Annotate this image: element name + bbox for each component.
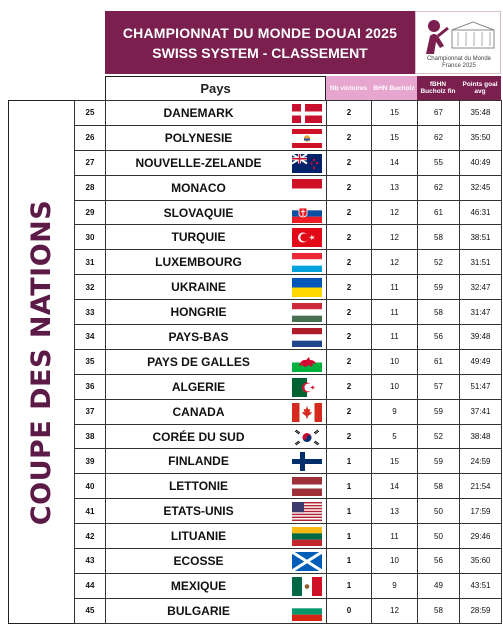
rank-cell: 31 xyxy=(75,250,106,275)
ranking-subtitle: SWISS SYSTEM - CLASSEMENT xyxy=(152,44,368,61)
rank-cell: 38 xyxy=(75,424,106,449)
rank-cell: 45 xyxy=(75,598,106,623)
slovakia-flag-icon xyxy=(292,204,322,223)
victories-cell: 2 xyxy=(327,101,372,126)
rank-cell: 26 xyxy=(75,125,106,150)
country-name: TURQUIE xyxy=(171,230,226,245)
country-cell xyxy=(106,449,327,474)
victories-cell: 1 xyxy=(327,524,372,549)
victories-cell: 2 xyxy=(327,374,372,399)
country-cell xyxy=(106,300,327,325)
rank-cell: 28 xyxy=(75,175,106,200)
victories-column-header: Nb victoires xyxy=(326,76,371,100)
buchholz-cell: 12 xyxy=(372,200,418,225)
rank-cell: 27 xyxy=(75,150,106,175)
country-name: LUXEMBOURG xyxy=(155,255,242,270)
goal-average-cell: 32:47 xyxy=(460,275,502,300)
country-cell xyxy=(106,549,327,574)
goal-average-cell: 37:41 xyxy=(460,399,502,424)
goal-average-cell: 51:47 xyxy=(460,374,502,399)
buchholz-cell: 11 xyxy=(372,325,418,350)
fine-buchholz-cell: 59 xyxy=(418,275,460,300)
logo-caption: Championnat du Monde France 2025 xyxy=(426,56,492,69)
victories-cell: 2 xyxy=(327,300,372,325)
table-row xyxy=(75,524,502,549)
goal-average-cell: 35:50 xyxy=(460,125,502,150)
pays-column-header: Pays xyxy=(105,76,326,100)
fine-buchholz-cell: 59 xyxy=(418,449,460,474)
fine-buchholz-cell: 59 xyxy=(418,399,460,424)
table-row xyxy=(75,449,502,474)
goal-average-cell: 40:49 xyxy=(460,150,502,175)
buchholz-cell: 15 xyxy=(372,101,418,126)
country-name: DANEMARK xyxy=(163,105,234,120)
victories-cell: 2 xyxy=(327,424,372,449)
fine-buchholz-cell: 62 xyxy=(418,125,460,150)
country-name: PAYS DE GALLES xyxy=(147,354,250,369)
rank-cell: 34 xyxy=(75,325,106,350)
goal-average-cell: 38:51 xyxy=(460,225,502,250)
country-name: CORÉE DU SUD xyxy=(152,429,245,444)
fine-buchholz-cell: 67 xyxy=(418,101,460,126)
table-row xyxy=(75,325,502,350)
rank-cell: 33 xyxy=(75,300,106,325)
denmark-flag-icon xyxy=(292,104,322,123)
usa-flag-icon xyxy=(292,502,322,521)
country-name: BULGARIE xyxy=(167,603,230,618)
country-cell xyxy=(106,474,327,499)
country-cell xyxy=(106,325,327,350)
buchholz-cell: 14 xyxy=(372,474,418,499)
title-banner xyxy=(105,11,415,74)
goal-average-cell: 39:48 xyxy=(460,325,502,350)
goal-average-column-header: Points goal avg xyxy=(459,76,501,100)
table-row xyxy=(75,125,502,150)
new-zealand-flag-icon xyxy=(292,154,322,173)
fine-buchholz-cell: 58 xyxy=(418,598,460,623)
fine-buchholz-cell: 57 xyxy=(418,374,460,399)
country-name: CANADA xyxy=(172,404,225,419)
country-cell xyxy=(106,200,327,225)
country-cell xyxy=(106,175,327,200)
country-name: ALGERIE xyxy=(171,379,226,394)
buchholz-cell: 12 xyxy=(372,250,418,275)
luxembourg-flag-icon xyxy=(292,253,322,272)
buchholz-cell: 11 xyxy=(372,524,418,549)
fine-buchholz-cell: 56 xyxy=(418,325,460,350)
logo-icon xyxy=(420,16,498,56)
buchholz-cell: 11 xyxy=(372,300,418,325)
buchholz-cell: 9 xyxy=(372,573,418,598)
buchholz-cell: 9 xyxy=(372,399,418,424)
victories-cell: 2 xyxy=(327,150,372,175)
victories-cell: 2 xyxy=(327,275,372,300)
victories-cell: 1 xyxy=(327,549,372,574)
goal-average-cell: 21:54 xyxy=(460,474,502,499)
fine-buchholz-cell: 49 xyxy=(418,573,460,598)
victories-cell: 2 xyxy=(327,325,372,350)
rank-cell: 32 xyxy=(75,275,106,300)
country-cell xyxy=(106,125,327,150)
country-cell xyxy=(106,573,327,598)
rank-cell: 43 xyxy=(75,549,106,574)
country-name: UKRAINE xyxy=(171,280,226,295)
goal-average-cell: 43:51 xyxy=(460,573,502,598)
canada-flag-icon xyxy=(292,403,322,422)
rank-cell: 35 xyxy=(75,349,106,374)
goal-average-cell: 32:45 xyxy=(460,175,502,200)
country-name: POLYNESIE xyxy=(164,130,233,145)
country-cell xyxy=(106,225,327,250)
rank-cell: 40 xyxy=(75,474,106,499)
bulgaria-flag-icon xyxy=(292,602,322,621)
country-cell xyxy=(106,250,327,275)
hungary-flag-icon xyxy=(292,303,322,322)
fine-buchholz-cell: 52 xyxy=(418,424,460,449)
ukraine-flag-icon xyxy=(292,278,322,297)
table-row xyxy=(75,424,502,449)
algeria-flag-icon xyxy=(292,378,322,397)
fine-buchholz-cell: 58 xyxy=(418,300,460,325)
scotland-flag-icon xyxy=(292,552,322,571)
side-panel xyxy=(8,100,74,624)
turkey-flag-icon xyxy=(292,228,322,247)
country-cell xyxy=(106,150,327,175)
table-row xyxy=(75,150,502,175)
table-row xyxy=(75,300,502,325)
victories-cell: 1 xyxy=(327,573,372,598)
lithuania-flag-icon xyxy=(292,527,322,546)
rank-cell: 29 xyxy=(75,200,106,225)
table-row xyxy=(75,499,502,524)
table-row xyxy=(75,101,502,126)
country-cell xyxy=(106,101,327,126)
rank-cell: 30 xyxy=(75,225,106,250)
table-row xyxy=(75,349,502,374)
country-name: MEXIQUE xyxy=(170,578,227,593)
victories-cell: 2 xyxy=(327,175,372,200)
championship-title: CHAMPIONNAT DU MONDE DOUAI 2025 xyxy=(122,24,398,41)
rank-cell: 25 xyxy=(75,101,106,126)
country-name: HONGRIE xyxy=(170,305,227,320)
buchholz-cell: 15 xyxy=(372,449,418,474)
south-korea-flag-icon xyxy=(292,428,322,447)
finland-flag-icon xyxy=(292,452,322,471)
fine-buchholz-cell: 62 xyxy=(418,175,460,200)
table-row xyxy=(75,399,502,424)
country-name: SLOVAQUIE xyxy=(163,205,234,220)
buchholz-column-header: BHN Bucholz xyxy=(371,76,417,100)
table-row xyxy=(75,549,502,574)
latvia-flag-icon xyxy=(292,477,322,496)
goal-average-cell: 35:48 xyxy=(460,101,502,126)
country-cell xyxy=(106,399,327,424)
goal-average-cell: 17:59 xyxy=(460,499,502,524)
goal-average-cell: 28:59 xyxy=(460,598,502,623)
table-row xyxy=(75,175,502,200)
country-name: FINLANDE xyxy=(168,454,229,469)
buchholz-cell: 5 xyxy=(372,424,418,449)
buchholz-cell: 13 xyxy=(372,499,418,524)
rank-cell: 39 xyxy=(75,449,106,474)
table-row xyxy=(75,250,502,275)
rank-cell: 36 xyxy=(75,374,106,399)
country-cell xyxy=(106,524,327,549)
country-cell xyxy=(106,349,327,374)
victories-cell: 0 xyxy=(327,598,372,623)
country-name: MONACO xyxy=(171,180,226,195)
buchholz-cell: 13 xyxy=(372,175,418,200)
coupe-des-nations-label: COUPE DES NATIONS xyxy=(26,199,58,525)
goal-average-cell: 24:59 xyxy=(460,449,502,474)
polynesia-flag-icon xyxy=(292,129,322,148)
goal-average-cell: 38:48 xyxy=(460,424,502,449)
goal-average-cell: 31:47 xyxy=(460,300,502,325)
country-name: LETTONIE xyxy=(168,479,229,494)
buchholz-cell: 12 xyxy=(372,598,418,623)
buchholz-cell: 12 xyxy=(372,225,418,250)
country-cell xyxy=(106,275,327,300)
buchholz-cell: 11 xyxy=(372,275,418,300)
victories-cell: 2 xyxy=(327,225,372,250)
table-row xyxy=(75,598,502,623)
goal-average-cell: 49:49 xyxy=(460,349,502,374)
victories-cell: 1 xyxy=(327,449,372,474)
championship-logo xyxy=(415,11,501,74)
rank-cell: 37 xyxy=(75,399,106,424)
fine-buchholz-cell: 50 xyxy=(418,499,460,524)
fine-buchholz-cell: 58 xyxy=(418,225,460,250)
goal-average-cell: 29:46 xyxy=(460,524,502,549)
fine-buchholz-cell: 55 xyxy=(418,150,460,175)
buchholz-cell: 14 xyxy=(372,150,418,175)
table-row xyxy=(75,275,502,300)
victories-cell: 2 xyxy=(327,399,372,424)
fine-buchholz-cell: 50 xyxy=(418,524,460,549)
victories-cell: 1 xyxy=(327,499,372,524)
monaco-flag-icon xyxy=(292,179,322,198)
fine-buchholz-cell: 52 xyxy=(418,250,460,275)
buchholz-cell: 10 xyxy=(372,349,418,374)
country-name: LITUANIE xyxy=(170,529,227,544)
victories-cell: 2 xyxy=(327,125,372,150)
fine-buchholz-cell: 56 xyxy=(418,549,460,574)
buchholz-cell: 15 xyxy=(372,125,418,150)
table-row xyxy=(75,474,502,499)
buchholz-cell: 10 xyxy=(372,549,418,574)
table-row xyxy=(75,573,502,598)
fine-buchholz-column-header: fBHN Bucholz fin xyxy=(417,76,459,100)
country-cell xyxy=(106,374,327,399)
buchholz-cell: 10 xyxy=(372,374,418,399)
country-name: PAYS-BAS xyxy=(168,329,229,344)
country-name: ECOSSE xyxy=(173,553,224,568)
table-row xyxy=(75,374,502,399)
victories-cell: 1 xyxy=(327,474,372,499)
country-name: NOUVELLE-ZELANDE xyxy=(135,155,262,170)
ranking-table xyxy=(74,100,502,624)
victories-cell: 2 xyxy=(327,200,372,225)
mexico-flag-icon xyxy=(292,577,322,596)
goal-average-cell: 35:60 xyxy=(460,549,502,574)
fine-buchholz-cell: 61 xyxy=(418,349,460,374)
country-cell xyxy=(106,424,327,449)
wales-flag-icon xyxy=(292,353,322,372)
victories-cell: 2 xyxy=(327,349,372,374)
country-cell xyxy=(106,598,327,623)
table-row xyxy=(75,225,502,250)
country-cell xyxy=(106,499,327,524)
table-row xyxy=(75,200,502,225)
goal-average-cell: 46:31 xyxy=(460,200,502,225)
victories-cell: 2 xyxy=(327,250,372,275)
fine-buchholz-cell: 58 xyxy=(418,474,460,499)
country-name: ETATS-UNIS xyxy=(163,504,234,519)
rank-cell: 42 xyxy=(75,524,106,549)
rank-cell: 44 xyxy=(75,573,106,598)
netherlands-flag-icon xyxy=(292,328,322,347)
rank-cell: 41 xyxy=(75,499,106,524)
fine-buchholz-cell: 61 xyxy=(418,200,460,225)
goal-average-cell: 31:51 xyxy=(460,250,502,275)
